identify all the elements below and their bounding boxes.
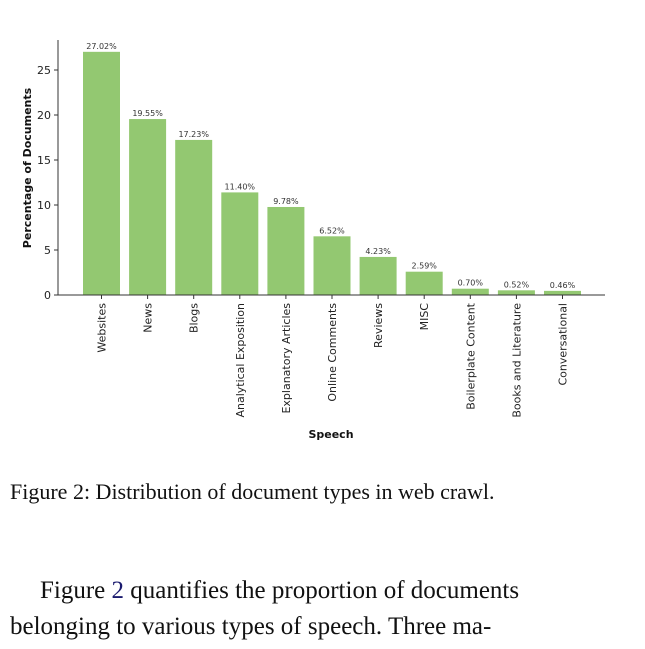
x-tick-label: Blogs xyxy=(187,303,201,334)
x-tick-label: News xyxy=(141,303,155,333)
x-tick-label: Reviews xyxy=(372,303,386,348)
x-axis-title: Speech xyxy=(308,428,354,441)
bar xyxy=(267,207,304,295)
bar xyxy=(452,289,489,295)
y-tick-label: 20 xyxy=(37,109,51,122)
bar-value-label: 9.78% xyxy=(273,196,299,206)
bar-value-label: 27.02% xyxy=(86,41,117,51)
bar-value-label: 19.55% xyxy=(132,109,163,119)
paragraph-line-1: Figure 2 quantifies the proportion of documents xyxy=(40,577,520,604)
bar-value-label: 17.23% xyxy=(178,129,209,139)
x-tick-label: MISC xyxy=(418,303,432,331)
y-axis-title: Percentage of Documents xyxy=(21,87,34,249)
bar xyxy=(221,192,258,295)
y-tick-label: 25 xyxy=(37,64,51,77)
bar-value-label: 0.52% xyxy=(503,280,530,290)
x-tick-label: Conversational xyxy=(556,303,570,386)
body-paragraph xyxy=(10,573,630,645)
y-tick-label: 5 xyxy=(44,244,51,257)
bar xyxy=(129,119,166,295)
bar xyxy=(314,236,351,295)
bar xyxy=(498,290,535,295)
x-axis xyxy=(58,295,605,418)
paragraph-line-2: belonging to various types of speech. Three ma- xyxy=(10,613,492,640)
y-axis xyxy=(37,40,58,302)
bar-value-label: 0.70% xyxy=(457,278,484,288)
y-tick-label: 10 xyxy=(37,199,51,212)
x-tick-label: Websites xyxy=(95,303,109,353)
bar xyxy=(360,257,397,295)
bar xyxy=(175,140,212,295)
y-tick-label: 15 xyxy=(37,154,51,167)
x-tick-label: Online Comments xyxy=(326,303,339,402)
bar xyxy=(544,291,581,295)
bar-value-label: 11.40% xyxy=(224,182,256,192)
bar-value-label: 4.23% xyxy=(365,246,391,256)
bar-value-label: 2.59% xyxy=(411,261,437,271)
x-tick-label: Books and Literature xyxy=(510,303,524,418)
x-tick-label: Boilerplate Content xyxy=(464,303,478,410)
bar xyxy=(83,52,120,295)
x-tick-label: Analytical Exposition xyxy=(233,303,247,418)
y-tick-label: 0 xyxy=(44,289,51,302)
figure-caption: Figure 2: Distribution of document types in web crawl. xyxy=(10,479,495,504)
bars xyxy=(83,42,581,295)
bar-value-label: 0.46% xyxy=(549,280,576,290)
figure-reference-link[interactable]: 2 xyxy=(111,577,125,604)
x-tick-label: Explanatory Articles xyxy=(279,303,293,414)
bar-value-label: 6.52% xyxy=(319,226,345,236)
bar xyxy=(406,272,443,295)
